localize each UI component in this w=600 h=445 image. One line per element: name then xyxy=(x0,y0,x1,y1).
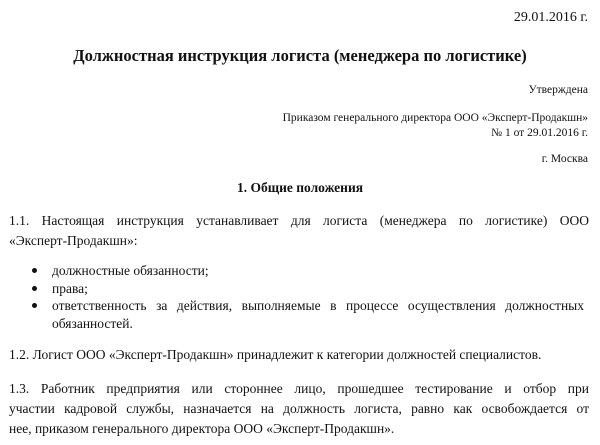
bullet-icon xyxy=(32,303,37,308)
approval-label: Утверждена xyxy=(528,84,588,96)
list-item-text-continued: обязанностей. xyxy=(52,315,133,331)
bullet-icon xyxy=(32,268,37,273)
paragraph-1-2: 1.2. Логист ООО «Эксперт-Продакшн» принадлежит к категории должностей специалистов. xyxy=(9,347,542,362)
list-item-text: должностные обязанности; xyxy=(52,263,209,278)
paragraph-1-1 xyxy=(9,211,589,251)
approval-order-number: № 1 от 29.01.2016 г. xyxy=(491,127,588,139)
list-item xyxy=(0,297,600,332)
duties-list xyxy=(0,262,600,332)
section-heading: 1. Общие положения xyxy=(236,180,364,195)
approval-order-line: Приказом генерального директора ООО «Эксперт-Продакшн» xyxy=(282,112,588,124)
paragraph-line: нее, приказом генерального директора ООО «Эксперт-Продакшн». xyxy=(9,421,395,436)
list-item xyxy=(0,280,600,298)
document-city: г. Москва xyxy=(541,153,588,165)
document-title: Должностная инструкция логиста (менеджера по логистике) xyxy=(73,46,527,65)
bullet-icon xyxy=(32,286,37,291)
list-item-text: ответственность за действия, выполняемые в процессе осуществления должностных xyxy=(52,298,584,313)
document-date: 29.01.2016 г. xyxy=(513,10,588,25)
paragraph-line: 1.1. Настоящая инструкция устанавливает для логиста (менеджера по логистике) ООО xyxy=(9,213,589,228)
paragraph-line: участии кадровой службы, назначается на должность логиста, равно как освобождается от xyxy=(9,401,589,416)
paragraph-line: «Эксперт-Продакшн»: xyxy=(9,233,138,248)
list-item-text: права; xyxy=(52,280,88,296)
paragraph-line: 1.3. Работник предприятия или стороннее лицо, прошедшее тестирование и отбор при xyxy=(9,381,589,396)
list-item xyxy=(0,262,600,280)
paragraph-1-3 xyxy=(9,379,589,439)
